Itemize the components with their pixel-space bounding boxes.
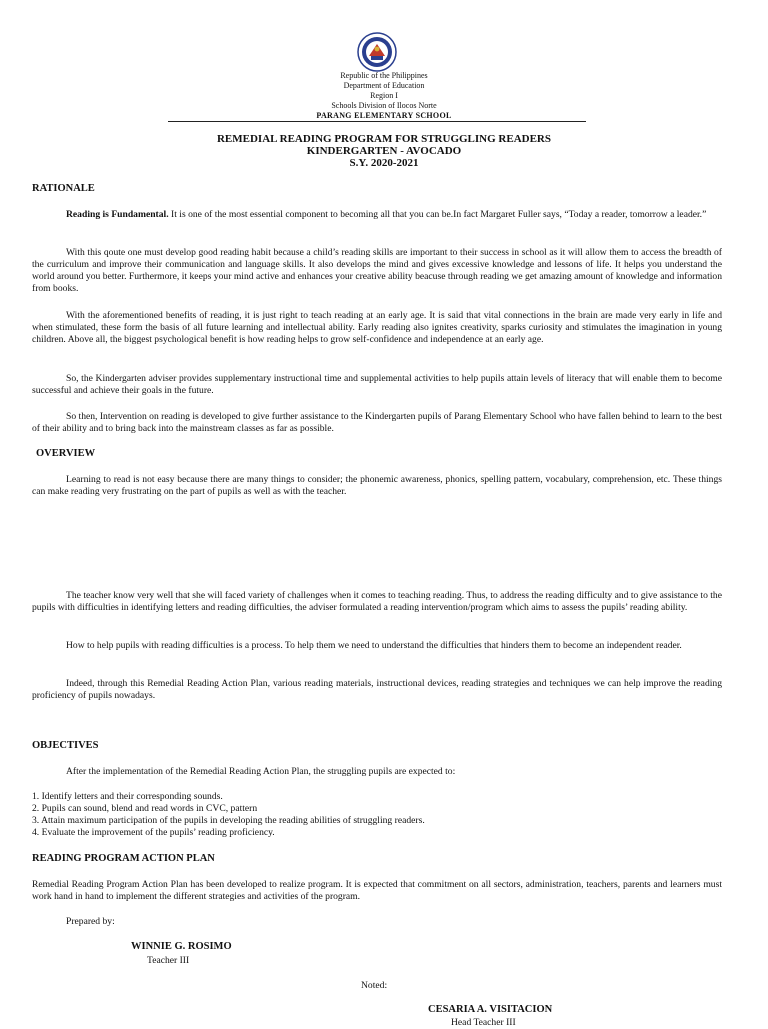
letterhead (0, 71, 768, 121)
letterhead-country: Republic of the Philippines (340, 71, 428, 80)
list-item: 4. Evaluate the improvement of the pupils’ reading proficiency. (32, 827, 275, 838)
action-plan-paragraph: Remedial Reading Program Action Plan has been developed to realize program. It is expected that commitment on all sectors, administration, teachers, parents and learners must work hand in hand to implement the different strategies and activities of the program. (32, 879, 722, 902)
list-item: 2. Pupils can sound, blend and read words in CVC, pattern (32, 803, 258, 814)
rationale-lead: Reading is Fundamental. (66, 209, 169, 220)
title-line-3: S.Y. 2020-2021 (349, 157, 419, 169)
noter-name: CESARIA A. VISITACION (428, 1004, 553, 1015)
overview-paragraph-4: Indeed, through this Remedial Reading Action Plan, various reading materials, instructional devices, reading strategies and techniques we can help improve the reading proficiency of pupils nowadays. (32, 678, 722, 701)
title-line-2: KINDERGARTEN - AVOCADO (306, 145, 462, 157)
rationale-paragraph-3: With the aforementioned benefits of reading, it is just right to teach reading at an early age. It is said that vital connections in the brain are made very early in life and when stimulated, these form the basis of all future learning and intellectual ability. Early reading also ignites creativity, sparks curiosity and stimulates the imagination in young children. Above all, the biggest psychological benefit is how reading helps to grow self-confidence and independence at an early age. (32, 310, 722, 345)
rationale-p1-text: It is one of the most essential component to becoming all that you can be.In fact Margaret Fuller says, “Today a reader, tomorrow a leader.” (168, 209, 707, 220)
preparer-title: Teacher III (147, 955, 190, 966)
letterhead-region: Region I (370, 91, 398, 100)
letterhead-school: PARANG ELEMENTARY SCHOOL (316, 111, 452, 120)
letterhead-department: Department of Education (343, 81, 425, 90)
rationale-paragraph-1 (32, 209, 722, 221)
overview-paragraph-1: Learning to read is not easy because there are many things to consider; the phonemic awareness, phonics, spelling pattern, vocabulary, comprehension, etc. These things can make reading very frustrating on the part of pupils as well as with the teacher. (32, 474, 722, 497)
list-item: 3. Attain maximum participation of the pupils in developing the reading abilities of struggling readers. (32, 815, 425, 826)
overview-heading: OVERVIEW (36, 448, 96, 459)
objectives-intro: After the implementation of the Remedial Reading Action Plan, the struggling pupils are expected to: (66, 766, 456, 777)
header-divider (168, 121, 586, 122)
overview-paragraph-3: How to help pupils with reading difficulties is a process. To help them we need to understand the difficulties that hinders them to become an independent reader. (66, 640, 682, 651)
rationale-heading: RATIONALE (32, 183, 95, 194)
rationale-paragraph-5: So then, Intervention on reading is developed to give further assistance to the Kindergarten pupils of Parang Elementary School who have fallen behind to learn to the best of their ability and to bring back into the mainstream classes as far as possible. (32, 411, 722, 434)
objectives-list (32, 791, 722, 839)
letterhead-division: Schools Division of Ilocos Norte (331, 101, 437, 110)
objectives-heading: OBJECTIVES (32, 740, 99, 751)
deped-seal-icon (357, 32, 397, 72)
document-title (0, 133, 768, 169)
overview-paragraph-2: The teacher know very well that she will faced variety of challenges when it comes to teaching reading. Thus, to address the reading difficulty and to give assistance to the pupils with difficulties in identifying letters and reading difficulties, the adviser formulated a reading intervention/program which aims to assess the pupils’ reading ability. (32, 590, 722, 613)
action-plan-heading: READING PROGRAM ACTION PLAN (32, 853, 215, 864)
list-item: 1. Identify letters and their corresponding sounds. (32, 791, 223, 802)
preparer-name: WINNIE G. ROSIMO (131, 941, 232, 952)
title-line-1: REMEDIAL READING PROGRAM FOR STRUGGLING READERS (216, 133, 551, 145)
rationale-paragraph-4: So, the Kindergarten adviser provides supplementary instructional time and supplemental activities to help pupils attain levels of literacy that will enable them to become successful and achieve their goals in the future. (32, 373, 722, 396)
prepared-by-label: Prepared by: (66, 916, 115, 927)
noted-label: Noted: (361, 980, 388, 991)
noter-title: Head Teacher III (451, 1017, 516, 1028)
rationale-paragraph-2: With this qoute one must develop good reading habit because a child’s reading skills are important to their success in school as it will allow them to access the breadth of the curriculum and improve their communication and language skills. It also develops the mind and gives excessive knowledge and lessons of life. It helps you understand the world around you better. Furthermore, it keeps your mind active and enhances your creative ability beacuse through reading we get amazing amount of knowledge and information from books. (32, 247, 722, 294)
